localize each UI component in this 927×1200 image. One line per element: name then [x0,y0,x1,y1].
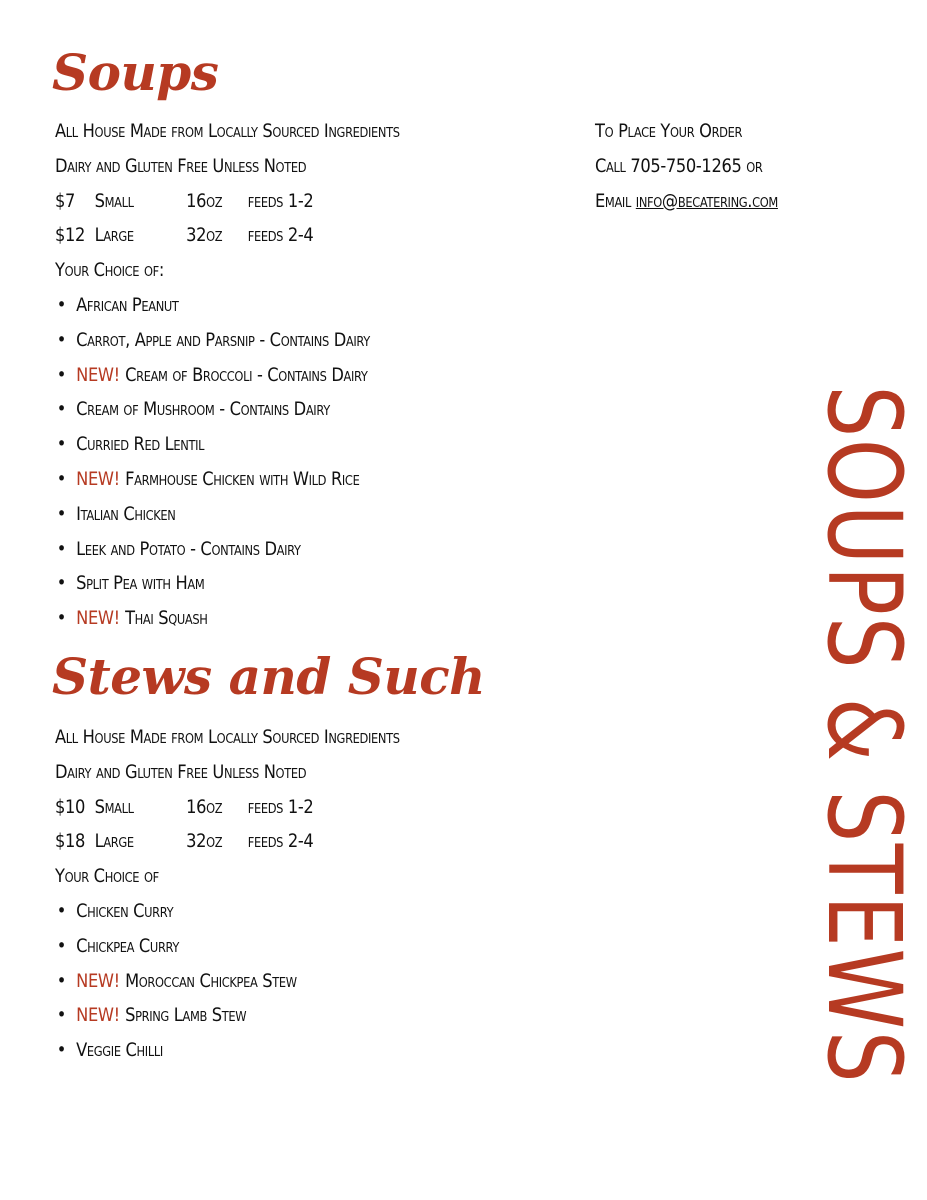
order-phone[interactable]: Call 705-750-1265 or [595,155,763,177]
order-email-line [595,185,859,220]
price-value: $7 [55,190,76,212]
bullet-icon: • [56,900,67,922]
volume-label: 16oz [186,190,223,212]
list-item [55,359,513,394]
side-title [804,295,923,1175]
feeds-label: feeds 2-4 [247,225,314,247]
stews-price-small [55,791,513,826]
size-label: Small [94,190,134,212]
order-info [595,115,859,219]
list-item [55,393,513,428]
soups-choice-label: Your Choice of: [55,260,164,282]
order-heading: To Place Your Order [595,121,743,142]
list-item [55,930,513,965]
list-item [55,895,513,930]
volume-label: 16oz [186,796,223,818]
list-item [55,965,513,1000]
bullet-icon: • [56,935,67,957]
item-name: Cream of Mushroom - Contains Dairy [76,399,330,421]
bullet-icon: • [56,970,67,992]
stews-section [55,721,513,1069]
stews-note-local: All House Made from Locally Sourced Ingredients [55,727,400,748]
soups-price-small [55,185,513,220]
item-name: Veggie Chilli [76,1040,163,1062]
new-badge: NEW! [76,608,120,630]
soups-heading: Soups [52,43,219,102]
price-value: $10 [55,796,86,818]
bullet-icon: • [56,294,67,316]
soups-price-large [55,219,513,254]
soups-note-dairy-gluten: Dairy and Gluten Free Unless Noted [55,155,307,177]
feeds-label: feeds 1-2 [247,190,314,212]
soups-section [55,115,513,637]
list-item [55,324,513,359]
list-item [55,533,513,568]
side-title-text: SOUPS & STEWS [804,385,923,1085]
new-badge: NEW! [76,364,120,386]
item-name: Italian Chicken [76,503,176,525]
bullet-icon: • [56,538,67,560]
bullet-icon: • [56,364,67,386]
new-badge: NEW! [76,970,120,992]
item-name: Chickpea Curry [76,935,180,957]
volume-label: 32oz [186,831,223,853]
list-item [55,463,513,498]
list-item [55,289,513,324]
bullet-icon: • [56,573,67,595]
list-item [55,428,513,463]
item-name: Moroccan Chickpea Stew [125,970,297,992]
bullet-icon: • [56,503,67,525]
bullet-icon: • [56,329,67,351]
list-item [55,498,513,533]
list-item [55,567,513,602]
bullet-icon: • [56,399,67,421]
item-name: Chicken Curry [76,900,174,922]
size-label: Large [94,225,134,247]
bullet-icon: • [56,1005,67,1027]
list-item [55,1034,513,1069]
stews-list [55,895,513,1069]
item-name: Leek and Potato - Contains Dairy [76,538,301,560]
soups-note-local: All House Made from Locally Sourced Ingredients [55,121,400,142]
volume-label: 32oz [186,225,223,247]
bullet-icon: • [56,434,67,456]
feeds-label: feeds 1-2 [247,796,314,818]
stews-note-dairy-gluten: Dairy and Gluten Free Unless Noted [55,761,307,783]
size-label: Large [94,831,134,853]
item-name: Split Pea with Ham [76,573,205,595]
feeds-label: feeds 2-4 [247,831,314,853]
list-item [55,602,513,637]
soups-list [55,289,513,637]
item-name: Curried Red Lentil [76,434,205,456]
stews-price-large [55,825,513,860]
item-name: Carrot, Apple and Parsnip - Contains Dairy [76,329,370,351]
price-value: $18 [55,831,86,853]
item-name: Cream of Broccoli - Contains Dairy [125,364,368,386]
stews-choice-label: Your Choice of [55,866,159,888]
new-badge: NEW! [76,1005,120,1027]
item-name: Farmhouse Chicken with Wild Rice [125,468,360,490]
email-link[interactable]: info@becatering.com [635,190,778,212]
list-item [55,999,513,1034]
bullet-icon: • [56,1040,67,1062]
item-name: Thai Squash [125,608,208,630]
stews-heading: Stews and Such [52,647,485,706]
bullet-icon: • [56,608,67,630]
item-name: African Peanut [76,294,179,316]
bullet-icon: • [56,468,67,490]
item-name: Spring Lamb Stew [125,1005,247,1027]
price-value: $12 [55,225,86,247]
size-label: Small [94,796,134,818]
email-label: Email [595,190,631,212]
new-badge: NEW! [76,468,120,490]
